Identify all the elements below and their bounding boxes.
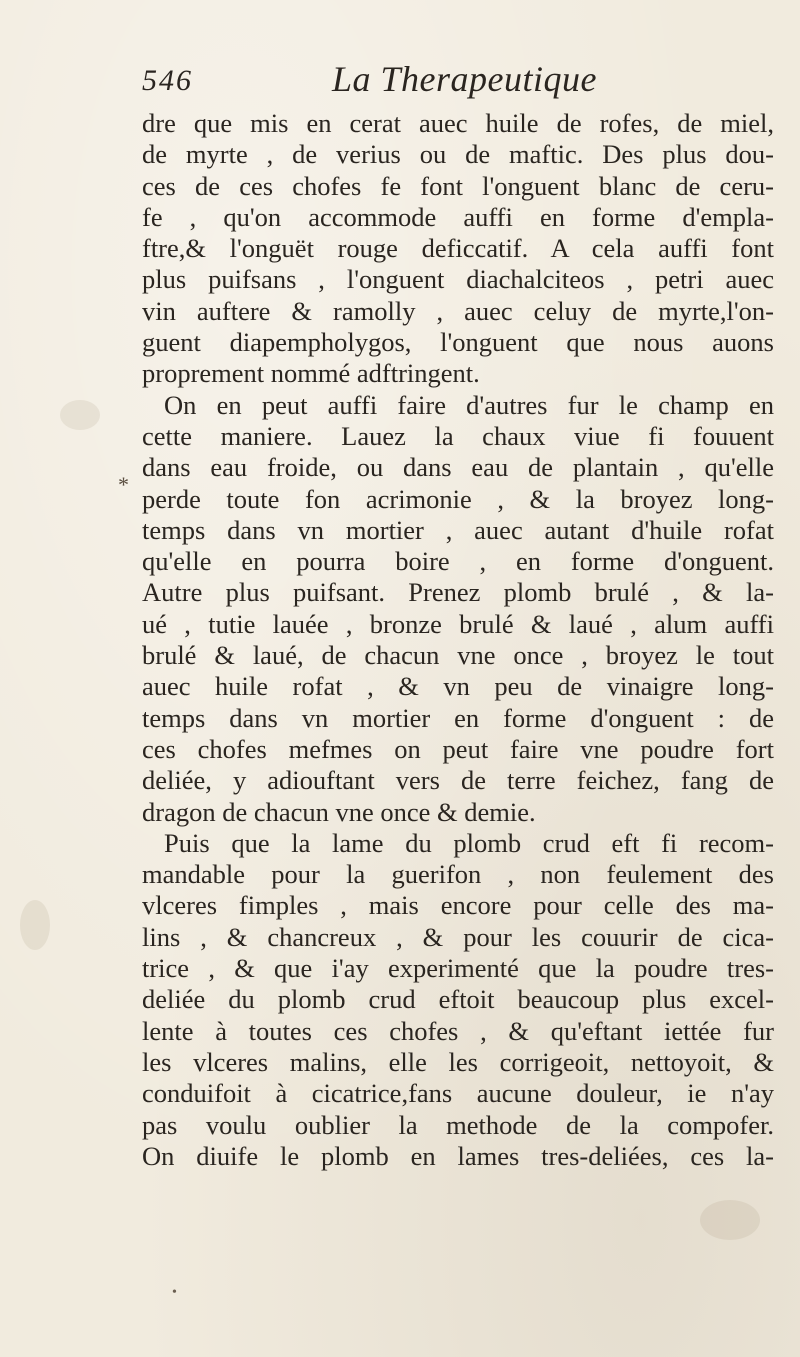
text-line: lente à toutes ces chofes , & qu'eftant iettée fur (142, 1015, 774, 1046)
running-title: La Therapeutique (332, 59, 597, 99)
text-line: ué , tutie lauée , bronze brulé & laué , alum auffi (142, 608, 774, 639)
text-line: Puis que la lame du plomb crud eft fi recom- (164, 827, 774, 858)
text-line: temps dans vn mortier en forme d'onguent : de (142, 702, 774, 733)
text-line: mandable pour la guerifon , non feulement des (142, 859, 774, 890)
paper-stain (700, 1200, 760, 1240)
text-line: vlceres fimples , mais encore pour celle des ma- (142, 890, 774, 921)
text-line: auec huile rofat , & vn peu de vinaigre long- (142, 671, 774, 702)
bottom-mark: • (172, 1285, 177, 1300)
text-line: On diuife le plomb en lames tres-deliées, ces la- (142, 1140, 774, 1171)
paper-stain (60, 400, 100, 430)
page-number: 546 (142, 64, 193, 97)
text-line: ftre,& l'onguët rouge deficcatif. A cela auffi font (142, 233, 774, 264)
page-header (142, 58, 762, 108)
text-line: cette maniere. Lauez la chaux viue fi fouuent (142, 420, 774, 451)
text-line: qu'elle en pourra boire , en forme d'onguent. (142, 546, 774, 577)
text-line: ces de ces chofes fe font l'onguent blanc de ceru- (142, 170, 774, 201)
text-line: ces chofes mefmes on peut faire vne poudre fort (142, 733, 774, 764)
text-line: deliée, y adiouftant vers de terre feichez, fang de (142, 765, 774, 796)
text-line: pas voulu oublier la methode de la compofer. (142, 1109, 774, 1140)
text-line: lins , & chancreux , & pour les couurir de cica- (142, 921, 774, 952)
text-line: dre que mis en cerat auec huile de rofes, de miel, (142, 108, 774, 138)
text-line: guent diapempholygos, l'onguent que nous auons (142, 327, 774, 358)
text-line: perde toute fon acrimonie , & la broyez long- (142, 483, 774, 514)
text-line: dans eau froide, ou dans eau de plantain , qu'elle (142, 452, 774, 483)
text-line: plus puifsans , l'onguent diachalciteos , petri auec (142, 264, 774, 295)
margin-mark: * (118, 472, 129, 497)
paper-stain (20, 900, 50, 950)
text-line: On en peut auffi faire d'autres fur le champ en (164, 389, 774, 420)
text-line: vin auftere & ramolly , auec celuy de myrte,l'on- (142, 295, 774, 326)
text-line: de myrte , de verius ou de maftic. Des plus dou- (142, 139, 774, 170)
text-line: trice , & que i'ay experimenté que la poudre tres- (142, 953, 774, 984)
text-line: brulé & laué, de chacun vne once , broyez le tout (142, 640, 774, 671)
text-line: dragon de chacun vne once & demie. (142, 796, 536, 827)
text-line: deliée du plomb crud eftoit beaucoup plus excel- (142, 984, 774, 1015)
text-line: proprement nommé adftringent. (142, 358, 480, 389)
text-line: conduifoit à cicatrice,fans aucune douleur, ie n'ay (142, 1078, 774, 1109)
text-line: Autre plus puifsant. Prenez plomb brulé , & la- (142, 577, 774, 608)
text-line: temps dans vn mortier , auec autant d'huile rofat (142, 514, 774, 545)
text-line: les vlceres malins, elle les corrigeoit, nettoyoit, & (142, 1046, 774, 1077)
body-text (142, 108, 774, 1172)
text-line: fe , qu'on accommode auffi en forme d'empla- (142, 201, 774, 232)
